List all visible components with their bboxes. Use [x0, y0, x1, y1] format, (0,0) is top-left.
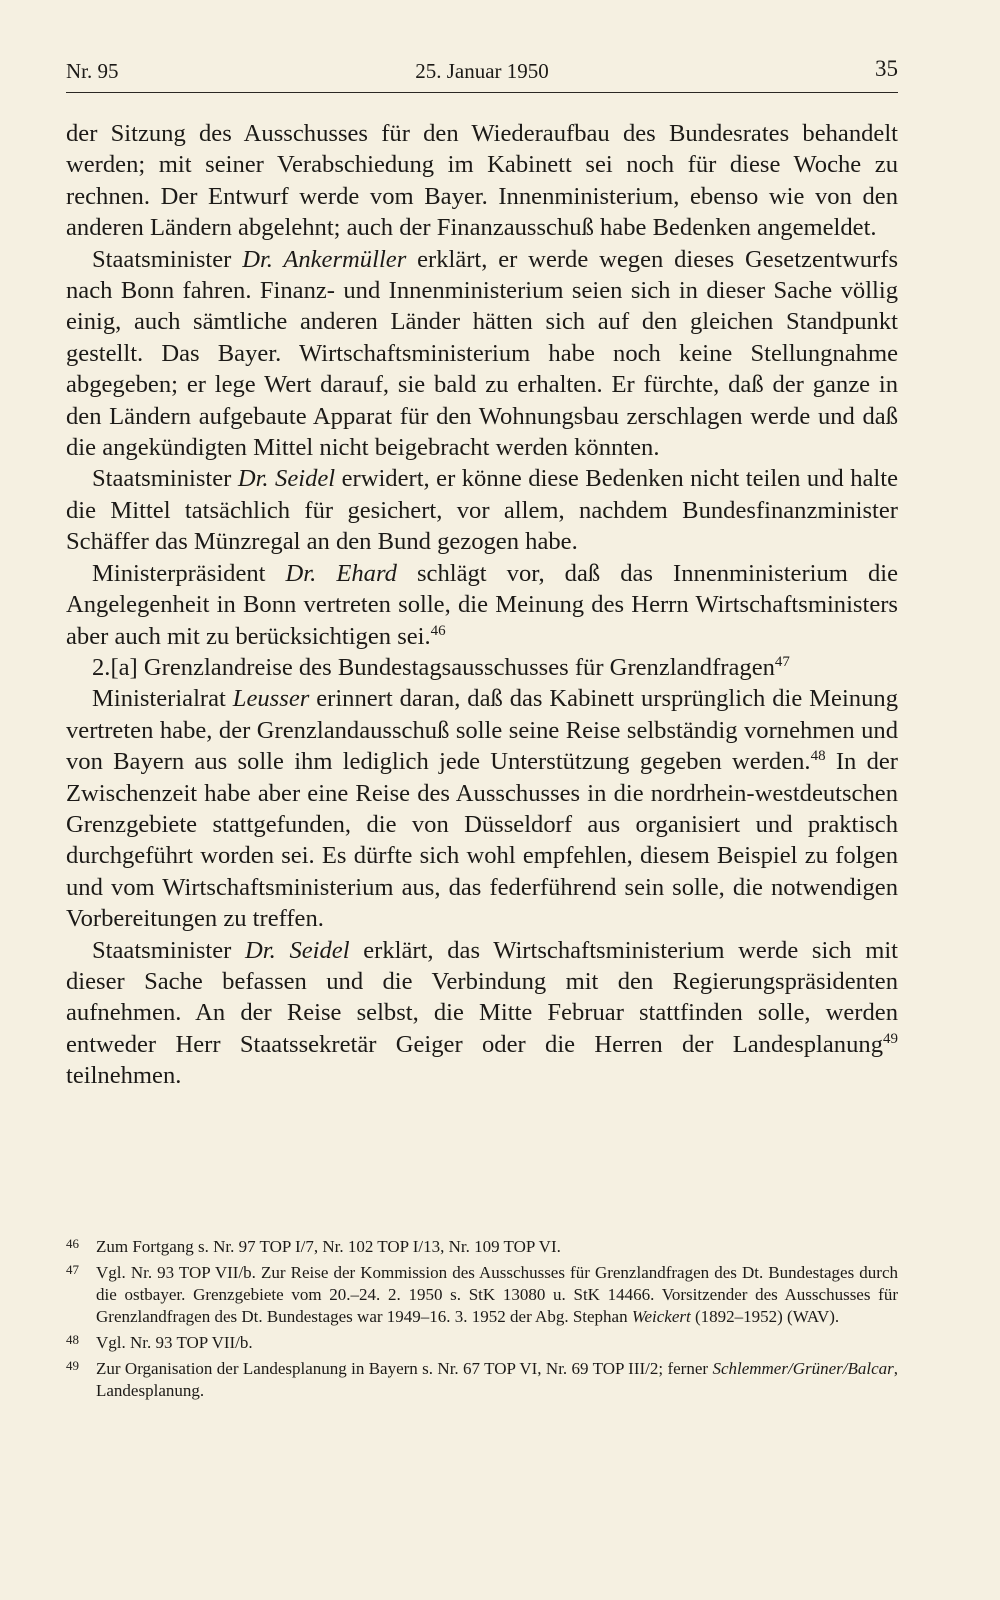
paragraph [66, 683, 898, 934]
footnote-reference: 48 [810, 748, 826, 765]
paragraph [66, 558, 898, 652]
text-run: Staatsminister [92, 465, 238, 493]
text-run: Ministerialrat [92, 685, 233, 713]
footnotes [66, 1236, 898, 1406]
footnote [66, 1262, 898, 1328]
footnote [66, 1236, 898, 1258]
footnote-reference: 47 [774, 653, 790, 670]
person-name: Dr. Seidel [245, 936, 350, 964]
text-run: Ministerpräsident [92, 559, 286, 587]
footnote-number: 49 [66, 1358, 79, 1373]
text-run: Vgl. Nr. 93 TOP VII/b. [96, 1333, 253, 1352]
text-run: schlägt vor, daß das Innenministerium die Angelegenheit in Bonn vertreten solle, die Meinung des Herrn Wirtschaftsministers aber auch mit zu berücksichtigen sei. [66, 559, 898, 650]
text-run: (1892–1952) (WAV). [690, 1307, 840, 1326]
page-number: 35 [875, 56, 898, 81]
paragraph [66, 244, 898, 464]
footnote-number: 46 [66, 1236, 79, 1251]
paragraph [66, 463, 898, 557]
footnote-reference: 46 [430, 622, 446, 639]
text-run: Vgl. Nr. 93 TOP VII/b. Zur Reise der Kommission des Ausschusses für Grenzlandfragen des Dt. Bundestages durch die ostbayer. Grenzgebiete vom 20.–24. 2. 1950 s. StK 13080 u. StK 14466. Vorsitzender des Ausschusses für Grenzlandfragen des Dt. Bundestages war 1949–16. 3. 1952 der Abg. Stephan [96, 1263, 898, 1326]
text-run: erklärt, das Wirtschaftsministerium werde sich mit dieser Sache befassen und die Verbindung mit den Regierungspräsidenten aufnehmen. An der Reise selbst, die Mitte Februar stattfinden solle, werden entweder Herr Staatssekretär Geiger oder die Herren der Landesplanung [66, 936, 898, 1058]
text-run: , Landesplanung. [96, 1359, 898, 1400]
paragraph [66, 652, 898, 683]
person-name: Dr. Ankermüller [242, 245, 407, 273]
text-run: Zur Organisation der Landesplanung in Bayern s. Nr. 67 TOP VI, Nr. 69 TOP III/2; ferner [96, 1359, 713, 1378]
person-name: Schlemmer/Grüner/Balcar [712, 1359, 894, 1378]
text-run: erklärt, er werde wegen dieses Gesetzentwurfs nach Bonn fahren. Finanz- und Innenministerium seien sich in dieser Sache völlig einig, auch sämtliche anderen Länder hätten sich auf den gleichen Standpunkt gestellt. Das Bayer. Wirtschaftsministerium habe noch keine Stellungnahme abgegeben; er lege Wert darauf, sie bald zu erhalten. Er fürchte, daß der ganze in den Ländern aufgebaute Apparat für den Wohnungsbau zerschlagen werde und daß die angekündigten Mittel nicht beigebracht werden könnten. [66, 245, 899, 462]
footnote [66, 1332, 898, 1354]
text-run: erwidert, er könne diese Bedenken nicht teilen und halte die Mittel tatsächlich für gesichert, vor allem, nachdem Bundesfinanzminister Schäffer das Münzregal an den Bund gezogen habe. [66, 465, 898, 556]
text-run: Staatsminister [92, 936, 246, 964]
running-header [66, 56, 898, 93]
person-name: Dr. Ehard [285, 559, 397, 587]
footnote-reference: 49 [883, 1030, 898, 1047]
text-run: Staatsminister [92, 245, 243, 273]
text-run: erinnert daran, daß das Kabinett ursprünglich die Meinung vertreten habe, der Grenzlandausschuß solle seine Reise selbständig vornehmen und von Bayern aus solle ihm lediglich jede Unterstützung gegeben werden. [66, 685, 898, 776]
text-run: Zum Fortgang s. Nr. 97 TOP I/7, Nr. 102 TOP I/13, Nr. 109 TOP VI. [96, 1237, 561, 1256]
text-run: In der Zwischenzeit habe aber eine Reise des Ausschusses in die nordrhein-westdeutschen Grenzgebiete stattgefunden, die von Düsseldorf aus organisiert und praktisch durchgeführt worden sei. Es dürfte sich wohl empfehlen, diesem Beispiel zu folgen und vom Wirtschaftsministerium aus, das federführend sein solle, die notwendigen Vorbereitungen zu treffen. [66, 748, 898, 933]
text-run: der Sitzung des Ausschusses für den Wiederaufbau des Bundesrates behandelt werden; mit seiner Verabschiedung im Kabinett sei noch für diese Woche zu rechnen. Der Entwurf werde vom Bayer. Innenministerium, ebenso wie von den anderen Ländern abgelehnt; auch der Finanzausschuß habe Bedenken angemeldet. [66, 120, 898, 242]
text-run: 2.[a] Grenzlandreise des Bundestagsausschusses für Grenzlandfragen [92, 653, 775, 681]
header-date: 25. Januar 1950 [415, 59, 549, 83]
footnote [66, 1358, 898, 1402]
person-name: Dr. Seidel [237, 465, 336, 493]
person-name: Weickert [631, 1307, 691, 1326]
footnote-number: 47 [66, 1262, 79, 1277]
paragraph [66, 118, 898, 244]
body-text [66, 118, 898, 1092]
person-name: Leusser [232, 685, 310, 713]
paragraph [66, 935, 898, 1092]
text-run: teilnehmen. [66, 1062, 182, 1090]
document-number: Nr. 95 [66, 59, 119, 83]
footnote-number: 48 [66, 1332, 79, 1347]
